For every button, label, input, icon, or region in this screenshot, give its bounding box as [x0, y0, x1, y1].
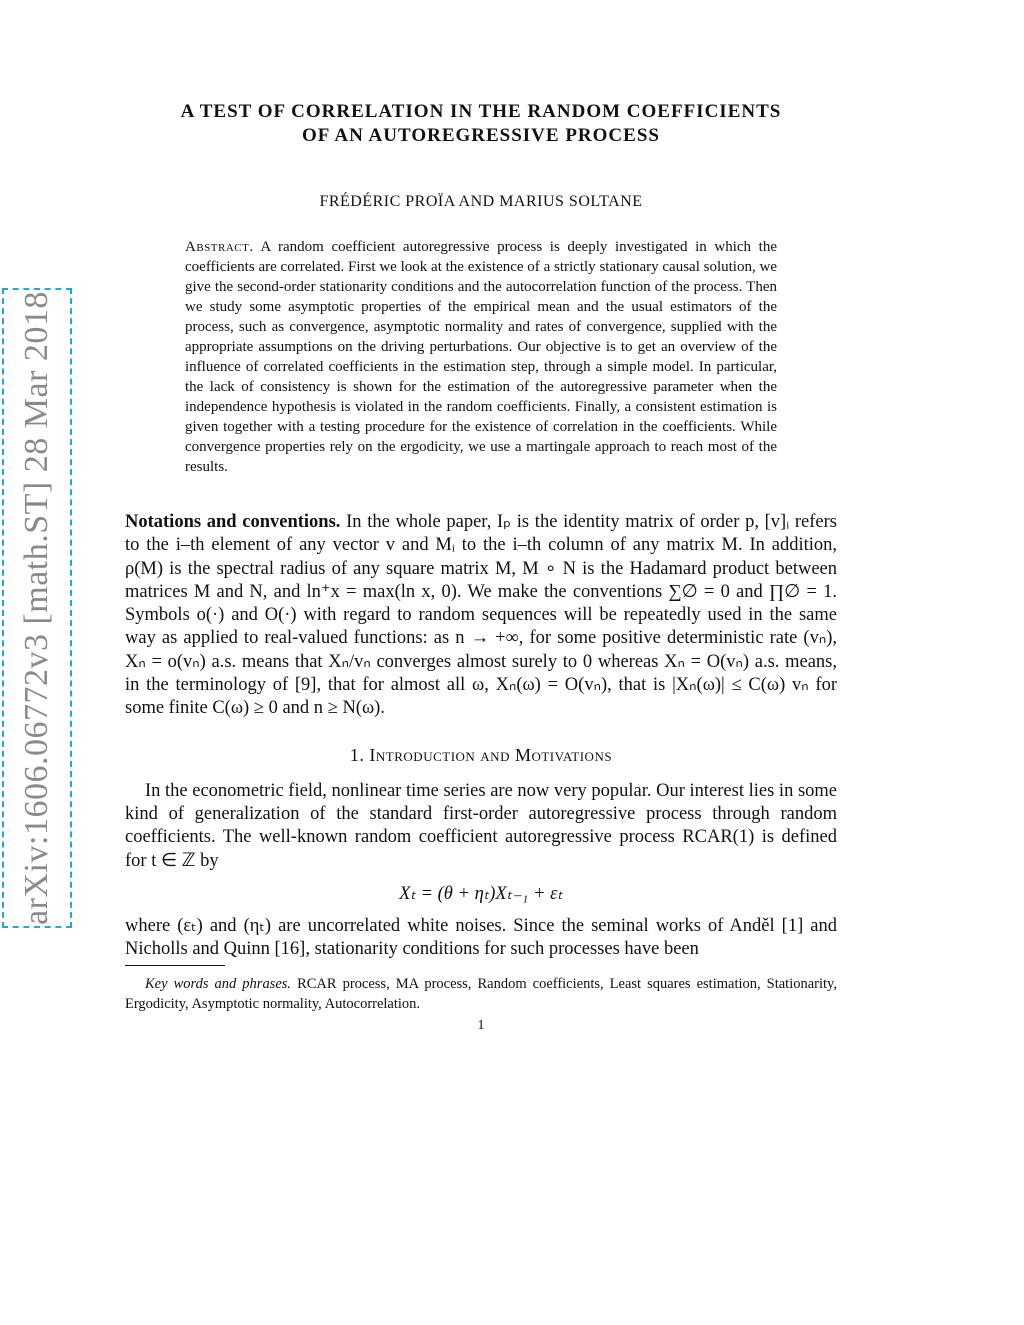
arxiv-identifier-stamp — [2, 288, 72, 928]
title-line-2: OF AN AUTOREGRESSIVE PROCESS — [302, 125, 660, 146]
abstract-label: Abstract. — [185, 239, 254, 255]
paper-page — [125, 100, 837, 1034]
section-heading: 1. Introduction and Motivations — [349, 744, 613, 765]
abstract — [185, 237, 777, 477]
notations-heading: Notations and conventions. — [125, 512, 341, 532]
notations-text: In the whole paper, Iₚ is the identity matrix of order p, [v]ᵢ refers to the i–th element of any vector v and Mᵢ to the i–th column of any matrix M. In addition, ρ(M) is the spectral radius of any square matrix M, M ∘ N is the Hadamard product between matrices M and N, and ln⁺x = max(ln x, 0). We make the conventions ∑∅ = 0 and ∏∅ = 1. Symbols o(·) and O(·) with regard to random sequences will be repeatedly used in the same way as applied to real-valued functions: as n → +∞, for some positive deterministic rate (vₙ), Xₙ = o(vₙ) a.s. means that Xₙ/vₙ converges almost surely to 0 whereas Xₙ = O(vₙ) a.s. means, in the terminology of [9], that for almost all ω, Xₙ(ω) = O(vₙ), that is |Xₙ(ω)| ≤ C(ω) vₙ for some finite C(ω) ≥ 0 and n ≥ N(ω). — [125, 512, 838, 719]
paper-authors: FRÉDÉRIC PROÏA AND MARIUS SOLTANE — [319, 193, 643, 210]
title-line-1: A TEST OF CORRELATION IN THE RANDOM COEFFICIENTS — [180, 101, 782, 122]
footnote-divider — [125, 965, 225, 966]
intro-paragraph: In the econometric field, nonlinear time series are now very popular. Our interest lies in some kind of generalization of the standard first-order autoregressive process through random coefficients. The well-known random coefficient autoregressive process RCAR(1) is defined for t ∈ ℤ by — [125, 780, 837, 871]
paper-title — [125, 100, 837, 148]
keywords-text: RCAR process, MA process, Random coefficients, Least squares estimation, Stationarity, Ergodicity, Asymptotic normality, Autocorrelation. — [125, 976, 837, 1013]
abstract-text: A random coefficient autoregressive process is deeply investigated in which the coefficients are correlated. First we look at the existence of a strictly stationary causal solution, we give the second-order stationarity conditions and the autocorrelation function of the process. Then we study some asymptotic properties of the empirical mean and the usual estimators of the process, such as convergence, asymptotic normality and rates of convergence, supplied with the appropriate assumptions on the driving perturbations. Our objective is to get an overview of the influence of correlated coefficients in the estimation step, through a simple model. In particular, the lack of consistency is shown for the estimation of the autoregressive parameter when the independence hypothesis is violated in the random coefficients. Finally, a consistent estimation is given together with a testing procedure for the existence of correlation in the coefficients. While convergence properties rely on the ergodicity, we use a martingale approach to reach most of the results. — [185, 239, 777, 475]
rcar-equation: Xₜ = (θ + ηₜ)Xₜ₋₁ + εₜ — [399, 883, 563, 904]
keywords-footnote — [125, 974, 837, 1014]
keywords-label: Key words and phrases. — [145, 976, 292, 993]
page-number: 1 — [477, 1018, 485, 1034]
notations-paragraph — [125, 511, 837, 721]
arxiv-identifier-text: arXiv:1606.06772v3 [math.ST] 28 Mar 2018 — [18, 291, 55, 925]
post-equation-text: where (εₜ) and (ηₜ) are uncorrelated white noises. Since the seminal works of Anděl [1] and Nicholls and Quinn [16], stationarity conditions for such processes have been — [125, 915, 837, 960]
